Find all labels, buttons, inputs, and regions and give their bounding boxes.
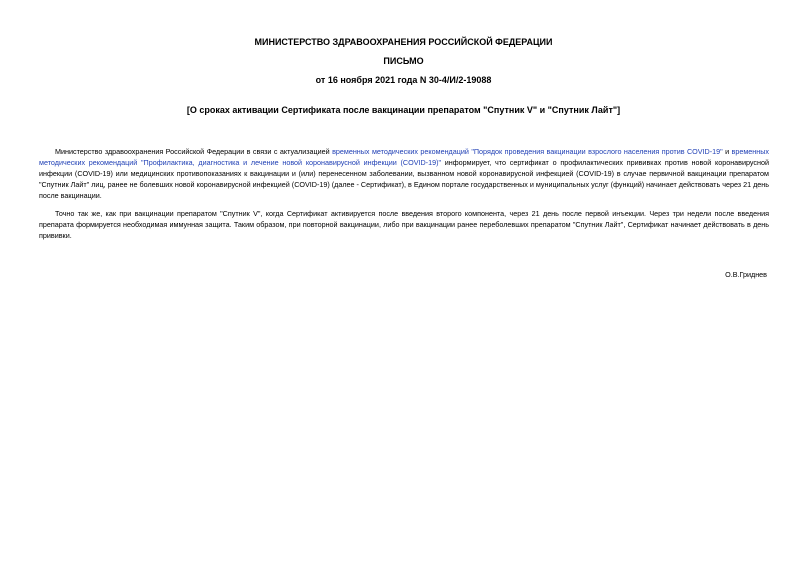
document-subject: [О сроках активации Сертификата после вакцинации препаратом "Спутник V" и "Спутник Лайт"] — [186, 105, 621, 115]
ministry-heading: МИНИСТЕРСТВО ЗДРАВООХРАНЕНИЯ РОССИЙСКОЙ ФЕДЕРАЦИИ — [254, 37, 553, 47]
paragraph-1-text-start: Министерство здравоохранения Российской Федерации в связи с актуализацией — [55, 147, 333, 156]
document-type-heading: ПИСЬМО — [383, 56, 424, 66]
paragraph-2: Точно так же, как при вакцинации препаратом "Спутник V", когда Сертификат активируется после введения второго компонента, через 21 день после первой инъекции. Через три недели после введения препарата формируется необходимая иммунная защита. Таким образом, при повторной вакцинации, либо при вакцинации ранее переболевших препаратом "Спутник Лайт", Сертификат начинает действовать в день прививки. — [39, 209, 769, 240]
paragraph-1 — [39, 146, 769, 201]
paragraph-1-text-and: и — [722, 147, 732, 156]
paragraph-1-text-end: информирует, что сертификат о профилактических прививках против новой коронавирусной инфекции (COVID-19) или медицинских противопоказаниях к вакцинации и (или) перенесенном заболевании, вызванном новой коронавирусной инфекцией (COVID-19) в случае первичной вакцинации препаратом "Спутник Лайт" лиц, ранее не болевших новой коронавирусной инфекцией (COVID-19) (далее - Сертификат), в Едином портале государственных и муниципальных услуг (функций) начинает действовать через 21 день после вакцинации. — [39, 158, 769, 200]
link-vaccination-guidelines[interactable]: временных методических рекомендаций "Порядок проведения вакцинации взрослого населения против COVID-19" — [332, 147, 723, 156]
link-covid-treatment-guidelines[interactable]: временных методических рекомендаций "Профилактика, диагностика и лечение новой коронавирусной инфекции (COVID-19)" — [39, 147, 769, 167]
document-date-number: от 16 ноября 2021 года N 30-4/И/2-19088 — [315, 75, 492, 85]
signature: О.В.Гриднев — [725, 270, 767, 279]
